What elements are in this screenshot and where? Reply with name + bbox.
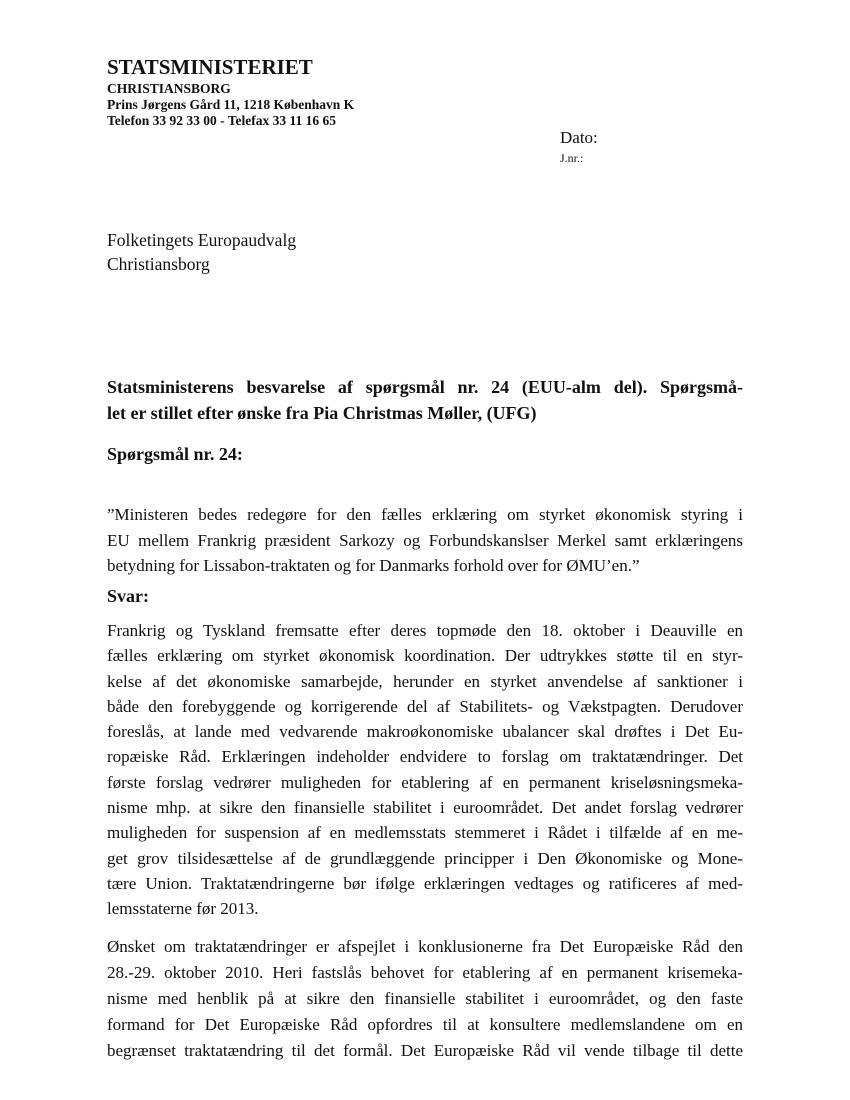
paragraph-line: 28.-29. oktober 2010. Heri fastslås behovet for etablering af en permanent krisemeka- (107, 963, 743, 982)
question-heading: Spørgsmål nr. 24: (107, 444, 243, 464)
document-title (107, 374, 743, 426)
recipient-line: Folketingets Europaudvalg (107, 230, 297, 250)
jnr-label: J.nr.: (560, 151, 584, 165)
letterhead-address: Prins Jørgens Gård 11, 1218 København K (107, 97, 355, 112)
title-line: let er stillet efter ønske fra Pia Christmas Møller, (UFG) (107, 403, 537, 423)
paragraph-line: tære Union. Traktatændringerne bør ifølge erklæringen vedtages og ratificeres af med- (107, 873, 743, 893)
answer-paragraph-2 (107, 934, 743, 1064)
paragraph-line: foreslås, at lande med vedvarende makroøkonomiske ubalancer skal drøftes i Det Eu- (107, 722, 743, 742)
question-text (107, 502, 743, 579)
question-line: ”Ministeren bedes redegøre for den fælles erklæring om styrket økonomisk styring i (107, 505, 743, 524)
title-line: Statsministerens besvarelse af spørgsmål nr. 24 (EUU-alm del). Spørgsmå- (107, 377, 743, 397)
answer-paragraph-1 (107, 618, 743, 922)
paragraph-line: lemsstaterne før 2013. (107, 899, 259, 919)
date-label: Dato: (560, 128, 598, 147)
paragraph-line: muligheden for suspension af en medlemsstats stemmeret i Rådet i tilfælde af en me- (107, 823, 743, 843)
paragraph-line: kelse af det økonomiske samarbejde, herunder en styrket anvendelse af sanktioner i (107, 671, 743, 691)
paragraph-line: nisme mhp. at sikre den finansielle stabilitet i euroområdet. Det andet forslag vedrører (107, 798, 743, 818)
recipient (107, 228, 296, 276)
question-line: betydning for Lissabon-traktaten og for Danmarks forhold over for ØMU’en.” (107, 556, 640, 576)
paragraph-line: både den forebyggende og korrigerende del af Stabilitets- og Vækstpagten. Derudover (107, 696, 743, 716)
paragraph-line: første forslag vedrører muligheden for etablering af en permanent kriseløsningsmeka- (107, 772, 743, 792)
paragraph-line: fælles erklæring om styrket økonomisk koordination. Der udtrykkes støtte til en styr- (107, 646, 743, 666)
question-line: EU mellem Frankrig præsident Sarkozy og Forbundskanslser Merkel samt erklæringens (107, 530, 743, 550)
recipient-line: Christiansborg (107, 254, 210, 274)
answer-heading: Svar: (107, 586, 149, 606)
paragraph-line: begrænset traktatændring til det formål. Det Europæiske Råd vil vende tilbage til dette (107, 1041, 743, 1060)
letterhead-phone: Telefon 33 92 33 00 - Telefax 33 11 16 65 (107, 113, 337, 128)
paragraph-line: get grov tilsidesættelse af de grundlæggende principper i Den Økonomiske og Mone- (107, 848, 743, 868)
paragraph-line: ropæiske Råd. Erklæringen indeholder endvidere to forslag om traktatændringer. Det (107, 747, 743, 767)
paragraph-line: Ønsket om traktatændringer er afspejlet i konklusionerne fra Det Europæiske Råd den (107, 937, 743, 956)
letterhead-place: CHRISTIANSBORG (107, 81, 231, 96)
paragraph-line: Frankrig og Tyskland fremsatte efter deres topmøde den 18. oktober i Deauville en (107, 621, 743, 640)
letterhead-org: STATSMINISTERIET (107, 55, 313, 79)
paragraph-line: formand for Det Europæiske Råd opfordres til at konsultere medlemslandene om en (107, 1015, 743, 1034)
paragraph-line: nisme med henblik på at sikre den finansielle stabilitet i euroområdet, og den faste (107, 989, 743, 1008)
